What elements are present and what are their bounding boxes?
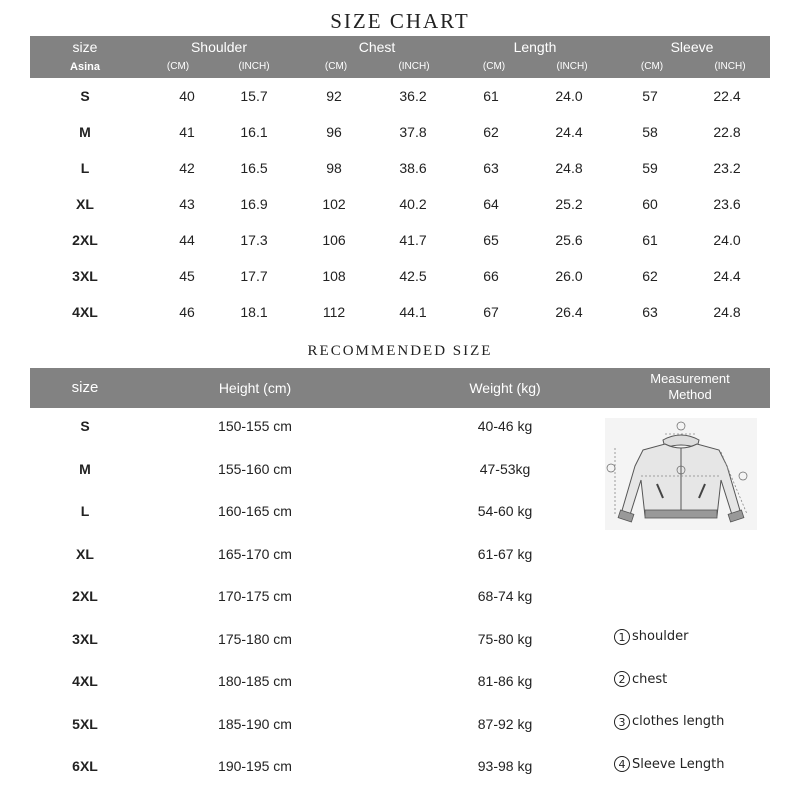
size-chart-row xyxy=(30,300,770,324)
rec-height-cell: 170-175 cm xyxy=(218,588,292,604)
size-value-cell: 23.6 xyxy=(713,196,741,212)
recommended-row xyxy=(30,754,610,778)
size-chart-row xyxy=(30,228,770,252)
rec-header-method-line1: Measurement xyxy=(650,371,730,386)
recommended-row xyxy=(30,712,610,736)
size-value-cell: 24.4 xyxy=(713,268,741,284)
rec-weight-cell: 54-60 kg xyxy=(477,503,533,519)
size-value-cell: 25.6 xyxy=(555,232,583,248)
size-value-cell: 43 xyxy=(179,196,195,212)
size-value-cell: 24.8 xyxy=(713,304,741,320)
size-value-cell: 26.0 xyxy=(555,268,583,284)
size-value-cell: 24.8 xyxy=(555,160,583,176)
size-value-cell: 112 xyxy=(322,304,346,320)
size-value-cell: 62 xyxy=(642,268,658,284)
recommended-row xyxy=(30,499,610,523)
size-value-cell: 58 xyxy=(642,124,658,140)
size-label: 3XL xyxy=(72,268,98,284)
header-length: Length xyxy=(513,39,557,55)
unit-inch: (INCH) xyxy=(714,61,746,72)
rec-height-cell: 150-155 cm xyxy=(218,418,292,434)
size-value-cell: 17.7 xyxy=(240,268,268,284)
size-value-cell: 66 xyxy=(483,268,499,284)
rec-weight-cell: 93-98 kg xyxy=(477,758,533,774)
size-value-cell: 16.1 xyxy=(240,124,268,140)
size-value-cell: 60 xyxy=(642,196,658,212)
header-shoulder: Shoulder xyxy=(190,39,248,55)
size-value-cell: 17.3 xyxy=(240,232,268,248)
jacket-measurement-icon xyxy=(605,418,757,530)
size-value-cell: 22.8 xyxy=(713,124,741,140)
legend-label: chest xyxy=(632,671,668,687)
legend-number-circle: 3 xyxy=(614,714,630,730)
legend-number-circle: 1 xyxy=(614,629,630,645)
rec-size-label: M xyxy=(79,460,91,477)
rec-header-method-line2: Method xyxy=(668,387,712,402)
recommended-row xyxy=(30,542,610,566)
size-value-cell: 41.7 xyxy=(399,232,427,248)
size-value-cell: 41 xyxy=(179,124,195,140)
size-value-cell: 42.5 xyxy=(399,268,427,284)
size-value-cell: 42 xyxy=(179,160,195,176)
size-value-cell: 16.5 xyxy=(240,160,268,176)
size-chart-title: SIZE CHART xyxy=(330,9,470,33)
rec-size-label: 4XL xyxy=(72,673,98,689)
size-value-cell: 36.2 xyxy=(399,88,427,104)
rec-weight-cell: 47-53kg xyxy=(479,460,531,477)
size-value-cell: 67 xyxy=(483,304,499,320)
size-value-cell: 18.1 xyxy=(240,304,268,320)
size-value-cell: 25.2 xyxy=(555,196,583,212)
size-value-cell: 16.9 xyxy=(240,196,268,212)
rec-size-label: XL xyxy=(76,545,94,562)
size-chart-row xyxy=(30,84,770,108)
recommended-row xyxy=(30,669,610,693)
size-value-cell: 61 xyxy=(642,232,658,248)
size-value-cell: 40.2 xyxy=(399,196,427,212)
size-label: 2XL xyxy=(72,232,98,248)
size-label: 4XL xyxy=(72,304,98,320)
header-asina-label: Asina xyxy=(70,61,100,73)
rec-weight-cell: 61-67 kg xyxy=(477,545,533,562)
size-value-cell: 24.4 xyxy=(555,124,583,140)
rec-height-cell: 165-170 cm xyxy=(218,545,292,562)
size-chart-row xyxy=(30,264,770,288)
rec-weight-cell: 75-80 kg xyxy=(477,630,533,647)
size-chart-row xyxy=(30,120,770,144)
size-value-cell: 57 xyxy=(642,88,658,104)
size-value-cell: 98 xyxy=(326,160,342,176)
header-chest: Chest xyxy=(358,39,396,55)
legend-number-circle: 2 xyxy=(614,671,630,687)
rec-height-cell: 175-180 cm xyxy=(218,630,292,647)
legend-item xyxy=(614,711,724,733)
recommended-header xyxy=(30,368,770,408)
unit-inch: (INCH) xyxy=(556,61,588,72)
rec-height-cell: 160-165 cm xyxy=(218,503,292,519)
size-chart-header xyxy=(30,36,770,78)
size-value-cell: 65 xyxy=(483,232,499,248)
size-value-cell: 64 xyxy=(483,196,499,212)
unit-inch: (INCH) xyxy=(398,61,430,72)
size-value-cell: 44 xyxy=(179,232,195,248)
legend-item xyxy=(614,754,725,776)
size-value-cell: 106 xyxy=(322,232,346,248)
rec-size-label: L xyxy=(80,503,90,519)
recommended-row xyxy=(30,414,610,438)
size-value-cell: 59 xyxy=(642,160,658,176)
size-value-cell: 24.0 xyxy=(555,88,583,104)
size-value-cell: 40 xyxy=(179,88,195,104)
size-value-cell: 38.6 xyxy=(399,160,427,176)
rec-header-size: size xyxy=(71,379,99,396)
recommended-row xyxy=(30,457,610,481)
size-value-cell: 96 xyxy=(326,124,342,140)
recommended-row xyxy=(30,584,610,608)
rec-height-cell: 155-160 cm xyxy=(218,460,292,477)
rec-size-label: 3XL xyxy=(72,630,98,647)
legend-label: shoulder xyxy=(632,629,689,644)
size-value-cell: 23.2 xyxy=(713,160,741,176)
rec-header-weight: Weight (kg) xyxy=(469,380,541,396)
legend-number-circle: 4 xyxy=(614,756,630,772)
size-value-cell: 92 xyxy=(326,88,342,104)
size-chart-row xyxy=(30,192,770,216)
rec-height-cell: 185-190 cm xyxy=(218,715,292,732)
size-value-cell: 62 xyxy=(483,124,499,140)
legend-item xyxy=(614,669,667,691)
size-value-cell: 102 xyxy=(322,196,346,212)
unit-cm: (CM) xyxy=(482,61,506,72)
size-chart-row xyxy=(30,156,770,180)
unit-cm: (CM) xyxy=(324,61,348,72)
recommended-row xyxy=(30,627,610,651)
size-value-cell: 46 xyxy=(179,304,195,320)
unit-cm: (CM) xyxy=(166,61,190,72)
size-value-cell: 24.0 xyxy=(713,232,741,248)
unit-cm: (CM) xyxy=(640,61,664,72)
size-label: L xyxy=(80,160,90,176)
size-label: M xyxy=(79,124,91,140)
rec-size-label: 5XL xyxy=(72,715,98,732)
legend-label: Sleeve Length xyxy=(632,756,725,772)
rec-weight-cell: 81-86 kg xyxy=(477,673,533,689)
size-label: S xyxy=(80,88,90,104)
header-sleeve: Sleeve xyxy=(670,39,714,55)
legend-item xyxy=(614,626,688,648)
size-value-cell: 45 xyxy=(179,268,195,284)
size-value-cell: 44.1 xyxy=(399,304,427,320)
rec-size-label: S xyxy=(80,418,90,434)
header-size-label: size xyxy=(72,39,98,55)
size-value-cell: 15.7 xyxy=(240,88,268,104)
size-value-cell: 22.4 xyxy=(713,88,741,104)
size-value-cell: 63 xyxy=(642,304,658,320)
size-value-cell: 37.8 xyxy=(399,124,427,140)
size-label: XL xyxy=(76,196,94,212)
size-value-cell: 61 xyxy=(483,88,499,104)
rec-height-cell: 190-195 cm xyxy=(218,758,292,774)
size-value-cell: 108 xyxy=(322,268,346,284)
rec-weight-cell: 87-92 kg xyxy=(477,715,533,732)
rec-size-label: 2XL xyxy=(72,588,98,604)
rec-weight-cell: 40-46 kg xyxy=(477,418,533,434)
rec-height-cell: 180-185 cm xyxy=(218,673,292,689)
unit-inch: (INCH) xyxy=(238,61,270,72)
rec-size-label: 6XL xyxy=(72,758,98,774)
size-value-cell: 26.4 xyxy=(555,304,583,320)
size-value-cell: 63 xyxy=(483,160,499,176)
rec-header-height: Height (cm) xyxy=(218,380,292,396)
recommended-size-title: RECOMMENDED SIZE xyxy=(307,343,493,359)
legend-label: clothes length xyxy=(632,714,725,729)
rec-weight-cell: 68-74 kg xyxy=(477,588,533,604)
